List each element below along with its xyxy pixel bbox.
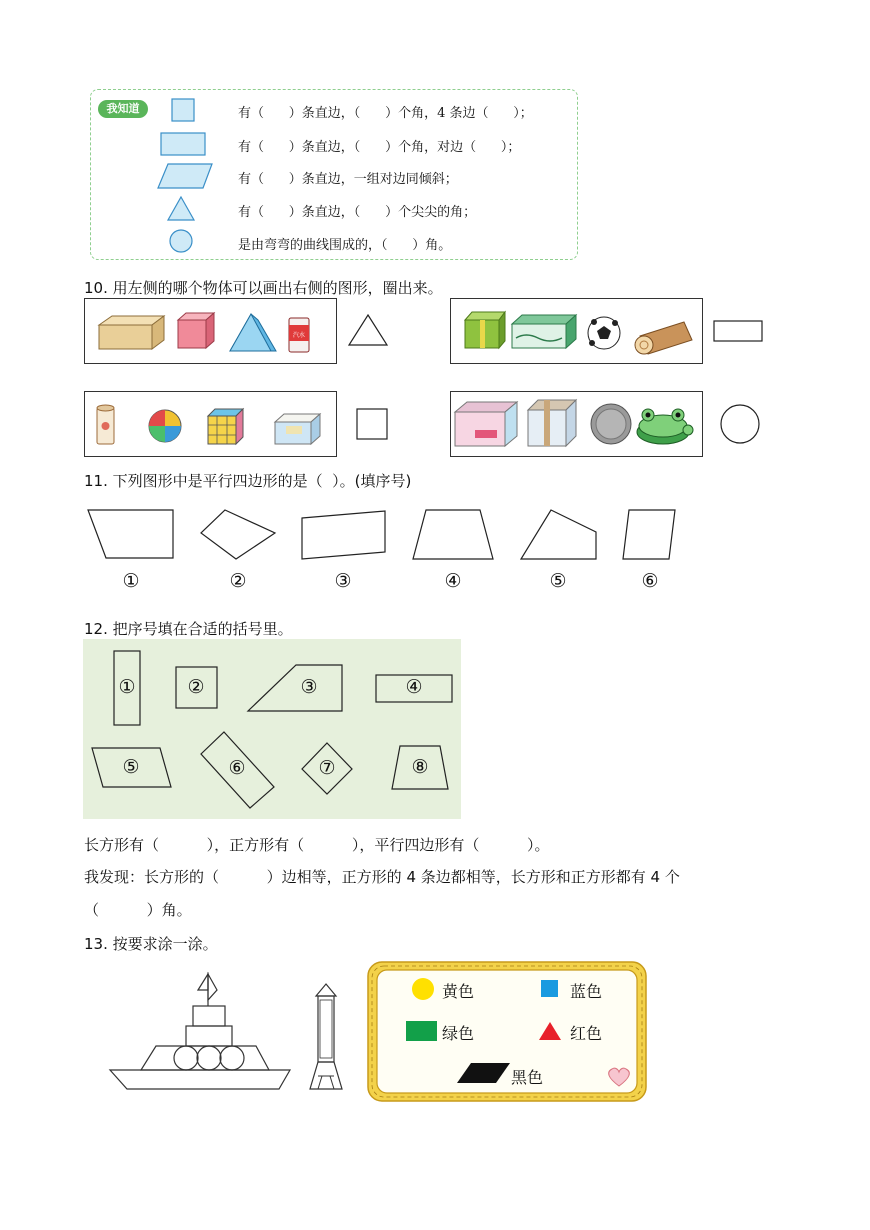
q11-title: 11. 下列图形中是平行四边形的是（ ）。(填序号) — [84, 472, 412, 490]
blue-square-icon — [541, 980, 558, 997]
q11-number-2: ② — [229, 570, 247, 592]
q11-number-6: ⑥ — [641, 570, 659, 592]
q12-answer-line-2: 我发现：长方形的（ ）边相等，正方形的 4 条边都相等，长方形和正方形都有 4 个 — [84, 868, 680, 886]
yellow-circle-icon — [412, 978, 434, 1000]
q12-number-7: ⑦ — [318, 757, 336, 779]
q12-answer-line-1: 长方形有（ ），正方形有（ ），平行四边形有（ ）。 — [84, 836, 550, 854]
q13-title: 13. 按要求涂一涂。 — [84, 935, 218, 953]
know-line-1: 有（ ）条直边，（ ）个角，4 条边（ ）； — [238, 106, 533, 121]
q10-title: 10. 用左侧的哪个物体可以画出右侧的图形，圈出来。 — [84, 279, 443, 297]
legend-yellow-label: 黄色 — [442, 982, 475, 1001]
legend-blue-label: 蓝色 — [570, 982, 603, 1001]
q12-number-6: ⑥ — [228, 757, 246, 779]
q12-number-1: ① — [118, 676, 136, 698]
green-rectangle-icon — [406, 1021, 437, 1041]
know-line-2: 有（ ）条直边，（ ）个角，对边（ ）； — [238, 140, 521, 155]
q12-answer-line-3: （ ）角。 — [84, 901, 192, 919]
know-line-3: 有（ ）条直边，一组对边同倾斜； — [238, 172, 458, 187]
q12-number-3: ③ — [300, 676, 318, 698]
know-line-5: 是由弯弯的曲线围成的，（ ）角。 — [238, 238, 452, 253]
q12-title: 12. 把序号填在合适的括号里。 — [84, 620, 293, 638]
svg-text:汽水: 汽水 — [292, 332, 306, 339]
q11-number-4: ④ — [444, 570, 462, 592]
legend-green-label: 绿色 — [442, 1024, 475, 1043]
legend-black-label: 黑色 — [511, 1068, 544, 1087]
q11-number-1: ① — [122, 570, 140, 592]
legend-red-label: 红色 — [570, 1024, 603, 1043]
q11-number-3: ③ — [334, 570, 352, 592]
q12-number-8: ⑧ — [411, 756, 429, 778]
rocket-drawing[interactable] — [310, 984, 342, 1089]
q12-number-4: ④ — [405, 676, 423, 698]
ship-drawing[interactable] — [110, 974, 290, 1089]
q11-number-5: ⑤ — [549, 570, 567, 592]
know-line-4: 有（ ）条直边，（ ）个尖尖的角； — [238, 205, 477, 220]
q12-number-5: ⑤ — [122, 756, 140, 778]
know-badge: 我知道 — [98, 100, 148, 118]
q12-number-2: ② — [187, 676, 205, 698]
